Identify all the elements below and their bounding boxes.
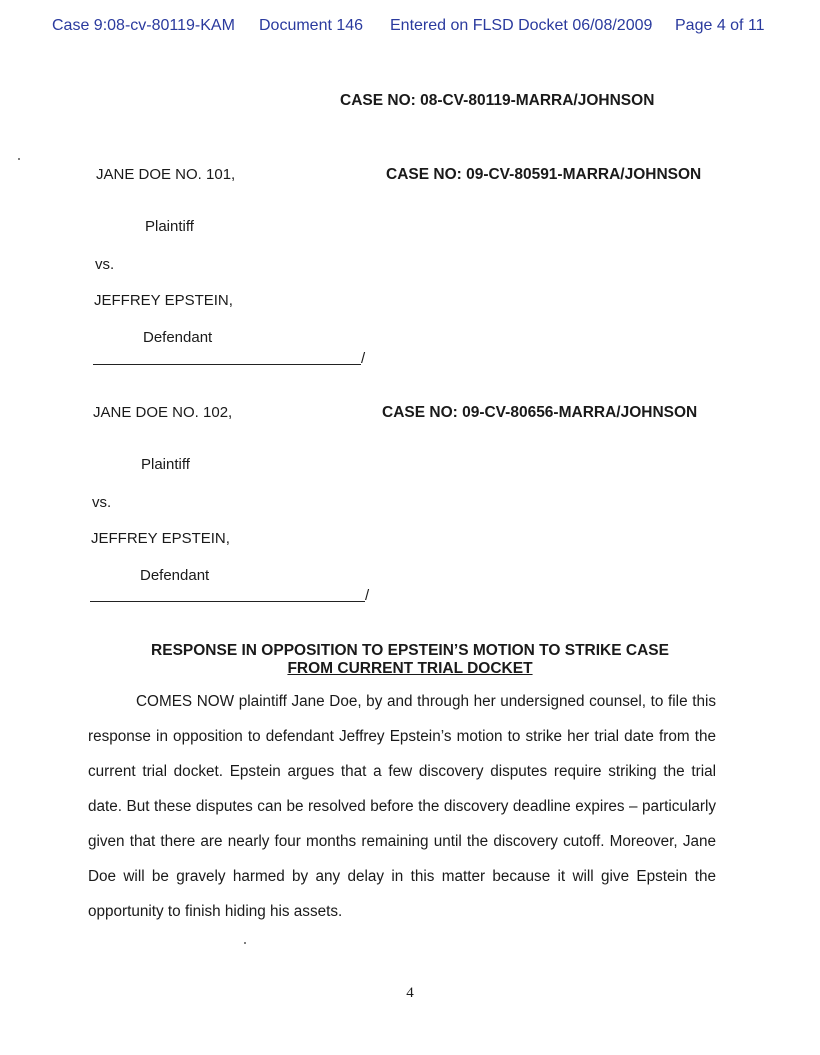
plaintiff-label: Plaintiff bbox=[145, 218, 194, 235]
main-case-number: CASE NO: 08-CV-80119-MARRA/JOHNSON bbox=[340, 92, 655, 109]
signature-rule bbox=[93, 364, 361, 365]
versus: vs. bbox=[95, 256, 115, 273]
defendant-name: JEFFREY EPSTEIN, bbox=[94, 292, 233, 309]
signature-rule bbox=[90, 601, 365, 602]
body-paragraph: COMES NOW plaintiff Jane Doe, by and through her undersigned counsel, to file this response in opposition to defendant Jeffrey Epstein’s motion to strike her trial date from the current trial docket. Epstein argues that a few discovery disputes require striking the trial date. But these disputes can be resolved before the discovery deadline expires – particularly given that there are nearly four months remaining until the discovery cutoff. Moreover, Jane Doe will be gravely harmed by any delay in this matter because it will give Epstein the opportunity to finish hiding his assets. bbox=[88, 693, 716, 920]
header-page: Page 4 of 11 bbox=[675, 17, 765, 34]
header-case-number: Case 9:08-cv-80119-KAM bbox=[52, 17, 235, 34]
plaintiff-name: JANE DOE NO. 101, bbox=[96, 166, 236, 183]
defendant-label: Defendant bbox=[143, 329, 213, 346]
header-document: Document 146 bbox=[259, 17, 364, 34]
header-entered: Entered on FLSD Docket 06/08/2009 bbox=[390, 17, 653, 34]
scan-speck bbox=[244, 942, 246, 944]
scan-speck bbox=[18, 158, 20, 160]
case-number: CASE NO: 09-CV-80591-MARRA/JOHNSON bbox=[386, 166, 702, 183]
defendant-name: JEFFREY EPSTEIN, bbox=[91, 530, 230, 547]
rule-slash: / bbox=[365, 587, 370, 604]
document-title-line-2: FROM CURRENT TRIAL DOCKET bbox=[287, 660, 533, 677]
versus: vs. bbox=[92, 494, 112, 511]
plaintiff-name: JANE DOE NO. 102, bbox=[93, 404, 233, 421]
rule-slash: / bbox=[361, 350, 366, 367]
defendant-label: Defendant bbox=[140, 567, 210, 584]
case-number: CASE NO: 09-CV-80656-MARRA/JOHNSON bbox=[382, 404, 698, 421]
plaintiff-label: Plaintiff bbox=[141, 456, 190, 473]
page-number: 4 bbox=[406, 985, 414, 1001]
document-title-line-1: RESPONSE IN OPPOSITION TO EPSTEIN’S MOTION TO STRIKE CASE bbox=[151, 642, 669, 659]
